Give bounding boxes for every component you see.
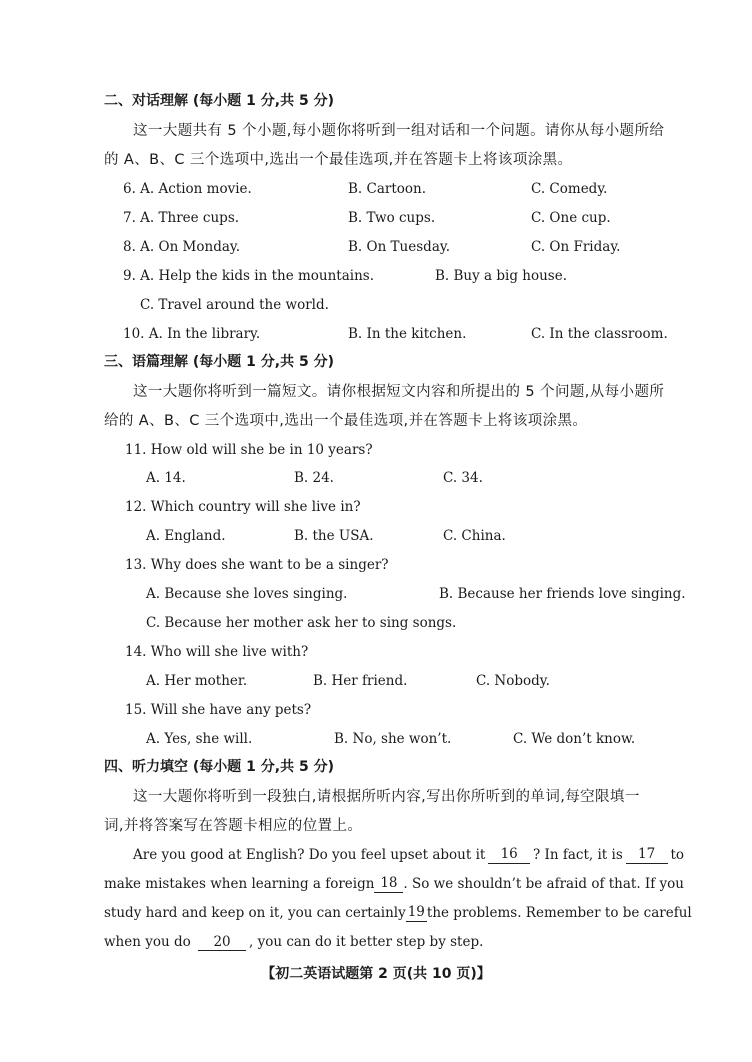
passage-text: to [670, 847, 684, 863]
option-c: C. In the classroom. [531, 326, 668, 342]
passage-line3 [104, 904, 692, 922]
option-c: C. One cup. [531, 210, 611, 226]
question-text: 13. Why does she want to be a singer? [125, 557, 389, 573]
section3-instruction-line1: 这一大题你将听到一篇短文。请你根据短文内容和所提出的 5 个问题,从每小题所 [133, 384, 665, 400]
option-a: 8. A. On Monday. [123, 239, 241, 255]
option-c: C. Travel around the world. [140, 297, 329, 313]
option-c: C. On Friday. [531, 239, 621, 255]
option-c: C. We don’t know. [513, 731, 636, 747]
section2-instruction-line1: 这一大题共有 5 个小题,每小题你将听到一组对话和一个问题。请你从每小题所给 [133, 123, 665, 139]
option-c: C. Because her mother ask her to sing songs. [146, 615, 457, 631]
passage-line1 [104, 846, 684, 864]
section4-instruction-line2: 词,并将答案写在答题卡相应的位置上。 [104, 818, 363, 834]
blank-18: 18 [374, 875, 403, 893]
blank-16: 16 [488, 846, 530, 864]
option-b: B. On Tuesday. [348, 239, 450, 255]
question-text: 11. How old will she be in 10 years? [125, 442, 373, 458]
passage-text: Are you good at English? Do you feel upset about it [133, 847, 486, 863]
option-a: 9. A. Help the kids in the mountains. [123, 268, 375, 284]
section2-heading: 二、对话理解 (每小题 1 分,共 5 分) [104, 93, 334, 109]
blank-17: 17 [626, 846, 668, 864]
passage-text: the problems. Remember to be careful [426, 905, 692, 921]
passage-line4 [104, 933, 483, 951]
blank-19: 19 [407, 904, 425, 920]
option-b: B. the USA. [294, 528, 374, 544]
blank-20: 20 [198, 934, 246, 951]
option-c: C. China. [443, 528, 506, 544]
passage-text: make mistakes when learning a foreign [104, 876, 375, 892]
option-b: B. No, she won’t. [334, 731, 452, 747]
option-c: C. 34. [443, 470, 483, 486]
passage-text: , you can do it better step by step. [249, 934, 484, 950]
option-b: B. 24. [294, 470, 334, 486]
option-b: B. Cartoon. [348, 181, 427, 197]
section3-instruction-line2: 给的 A、B、C 三个选项中,选出一个最佳选项,并在答题卡上将该项涂黑。 [104, 413, 588, 429]
option-a: A. Yes, she will. [146, 731, 253, 747]
section3-heading: 三、语篇理解 (每小题 1 分,共 5 分) [104, 354, 334, 370]
question-text: 12. Which country will she live in? [125, 499, 361, 515]
passage-line2 [104, 875, 684, 893]
passage-text: when you do [104, 934, 191, 950]
option-b: B. Two cups. [348, 210, 436, 226]
option-b: B. Her friend. [313, 673, 408, 689]
option-a: 7. A. Three cups. [123, 210, 240, 226]
option-a: 10. A. In the library. [123, 326, 261, 342]
section4-instruction-line1: 这一大题你将听到一段独白,请根据所听内容,写出你所听到的单词,每空限填一 [133, 789, 640, 805]
option-c: C. Nobody. [476, 673, 550, 689]
option-b: B. Because her friends love singing. [439, 586, 686, 602]
option-a: A. England. [146, 528, 226, 544]
passage-text: . So we shouldn’t be afraid of that. If you [403, 876, 684, 892]
section4-heading: 四、听力填空 (每小题 1 分,共 5 分) [104, 759, 334, 775]
question-text: 14. Who will she live with? [125, 644, 309, 660]
option-b: B. In the kitchen. [348, 326, 467, 342]
option-c: C. Comedy. [531, 181, 608, 197]
option-a: 6. A. Action movie. [123, 181, 252, 197]
option-a: A. Because she loves singing. [146, 586, 348, 602]
question-text: 15. Will she have any pets? [125, 702, 312, 718]
option-a: A. 14. [146, 470, 186, 486]
passage-text: study hard and keep on it, you can certainly [104, 905, 406, 921]
page-footer: 【初二英语试题第 2 页(共 10 页)】 [261, 966, 491, 982]
passage-text: ? In fact, it is [533, 847, 623, 863]
option-b: B. Buy a big house. [435, 268, 567, 284]
section2-instruction-line2: 的 A、B、C 三个选项中,选出一个最佳选项,并在答题卡上将该项涂黑。 [104, 152, 573, 168]
option-a: A. Her mother. [146, 673, 248, 689]
